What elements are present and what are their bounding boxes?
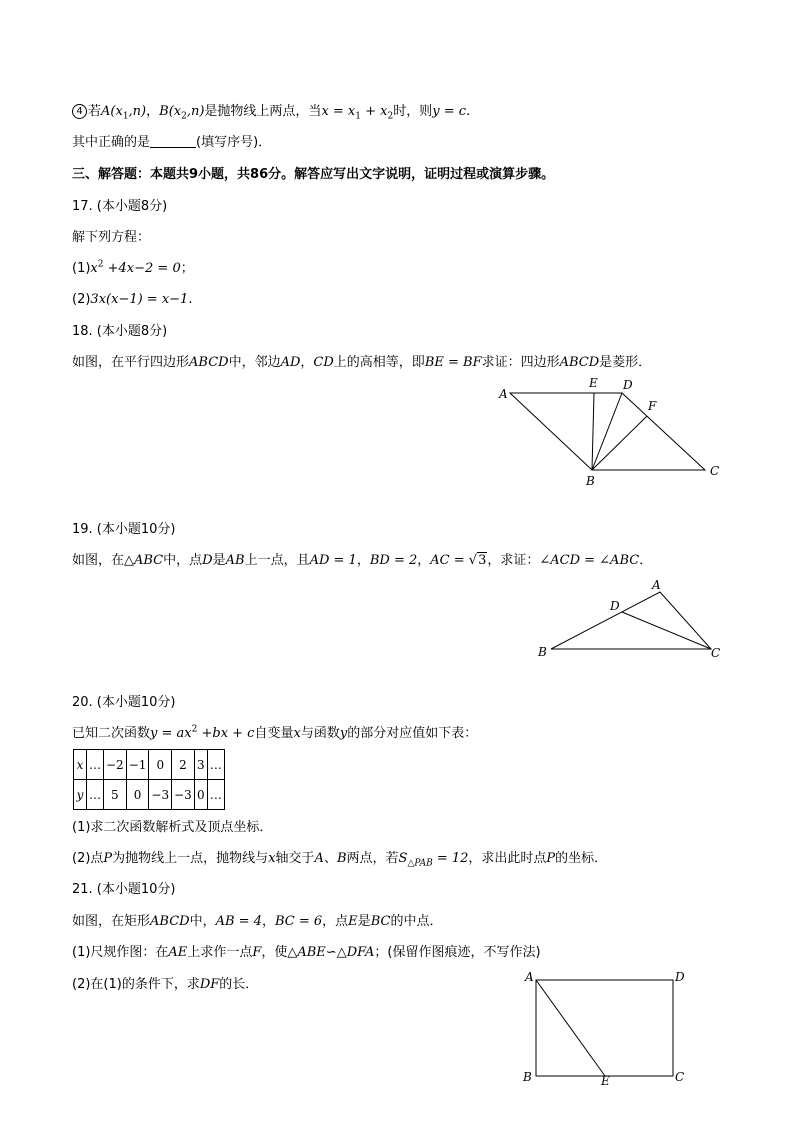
table-cell: x <box>74 750 87 780</box>
label-D: D <box>623 378 633 392</box>
q18-parallelogram-figure <box>490 372 730 492</box>
table-cell: −3 <box>149 780 172 810</box>
q21-part-2: (2)在(1)的条件下，求DF的长． <box>72 977 259 992</box>
section-3-heading: 三、解答题：本题共9小题，共86分。解答应写出文字说明，证明过程或演算步骤。 <box>72 167 555 182</box>
table-cell: y <box>74 780 87 810</box>
value-table <box>73 749 225 810</box>
label-E: E <box>601 1074 610 1088</box>
label-A: A <box>525 970 534 984</box>
table-row-y <box>74 780 225 810</box>
q19-heading: 19. (本小题10分) <box>72 522 176 537</box>
q20-text: 已知二次函数$y = ax^2 +bx + c$自变量x与函数y的部分对应值如下表： <box>72 724 478 741</box>
table-cell: 0 <box>149 750 172 780</box>
label-B: B <box>538 645 547 659</box>
q19-text: 如图，在△ABC中，点D是AB上一点，且AD = 1，BD = 2，AC = √3，求证：∠ACD = ∠ABC． <box>72 553 653 568</box>
q17-intro: 解下列方程： <box>72 230 151 245</box>
table-cell: … <box>87 750 104 780</box>
table-cell: 0 <box>126 780 149 810</box>
table-row-x <box>74 750 225 780</box>
label-C: C <box>710 464 720 478</box>
q21-part-1: (1)尺规作图：在AE上求作一点F，使△ABE∽△DFA；(保留作图痕迹，不写作法) <box>72 945 541 960</box>
table-cell: … <box>87 780 104 810</box>
fill-blank-line: 其中正确的是 (填写序号)． <box>72 135 272 150</box>
q20-heading: 20. (本小题10分) <box>72 695 176 710</box>
label-B: B <box>586 474 595 488</box>
label-C: C <box>675 1070 685 1084</box>
label-F: F <box>648 399 657 413</box>
table-cell: −3 <box>172 780 195 810</box>
q17-part-2: (2)3x(x−1) = x−1. <box>72 292 193 307</box>
q20-part-2: (2)点P为抛物线上一点，抛物线与x轴交于A、B两点，若$S_{\triangle PAB} = 12$，求出此时点P的坐标． <box>72 851 608 869</box>
label-A: A <box>652 578 661 592</box>
q17-part-1: $(1)x^2 +4x-2 = 0$； <box>72 259 194 276</box>
label-E: E <box>589 376 598 390</box>
table-cell: … <box>207 780 224 810</box>
q21-rectangle-figure <box>515 965 695 1090</box>
table-cell: −2 <box>104 750 127 780</box>
q17-heading: 17. (本小题8分) <box>72 199 168 214</box>
table-cell: 5 <box>104 780 127 810</box>
q21-text: 如图，在矩形ABCD中，AB = 4，BC = 6，点E是BC的中点． <box>72 914 443 929</box>
label-C: C <box>711 646 721 660</box>
q21-heading: 21. (本小题10分) <box>72 882 176 897</box>
label-D: D <box>675 970 685 984</box>
table-cell: 2 <box>172 750 195 780</box>
q18-text: 如图，在平行四边形ABCD中，邻边AD，CD上的高相等，即BE = BF求证：四边形ABCD是菱形． <box>72 355 652 370</box>
label-A: A <box>499 387 508 401</box>
table-cell: 3 <box>194 750 207 780</box>
q19-triangle-figure <box>530 575 730 665</box>
q16-option-4: 4 若$A(x_1,n)$，$B(x_2,n)$是抛物线上两点，当$x = x_1 + x_2$时，则y = c. <box>72 103 470 121</box>
table-cell: … <box>207 750 224 780</box>
q20-part-1: (1)求二次函数解析式及顶点坐标． <box>72 820 273 835</box>
q18-heading: 18. (本小题8分) <box>72 324 168 339</box>
label-D: D <box>610 599 620 613</box>
circled-number: 4 <box>72 104 87 119</box>
table-cell: 0 <box>194 780 207 810</box>
answer-blank <box>150 135 196 148</box>
table-cell: −1 <box>126 750 149 780</box>
label-B: B <box>523 1070 532 1084</box>
